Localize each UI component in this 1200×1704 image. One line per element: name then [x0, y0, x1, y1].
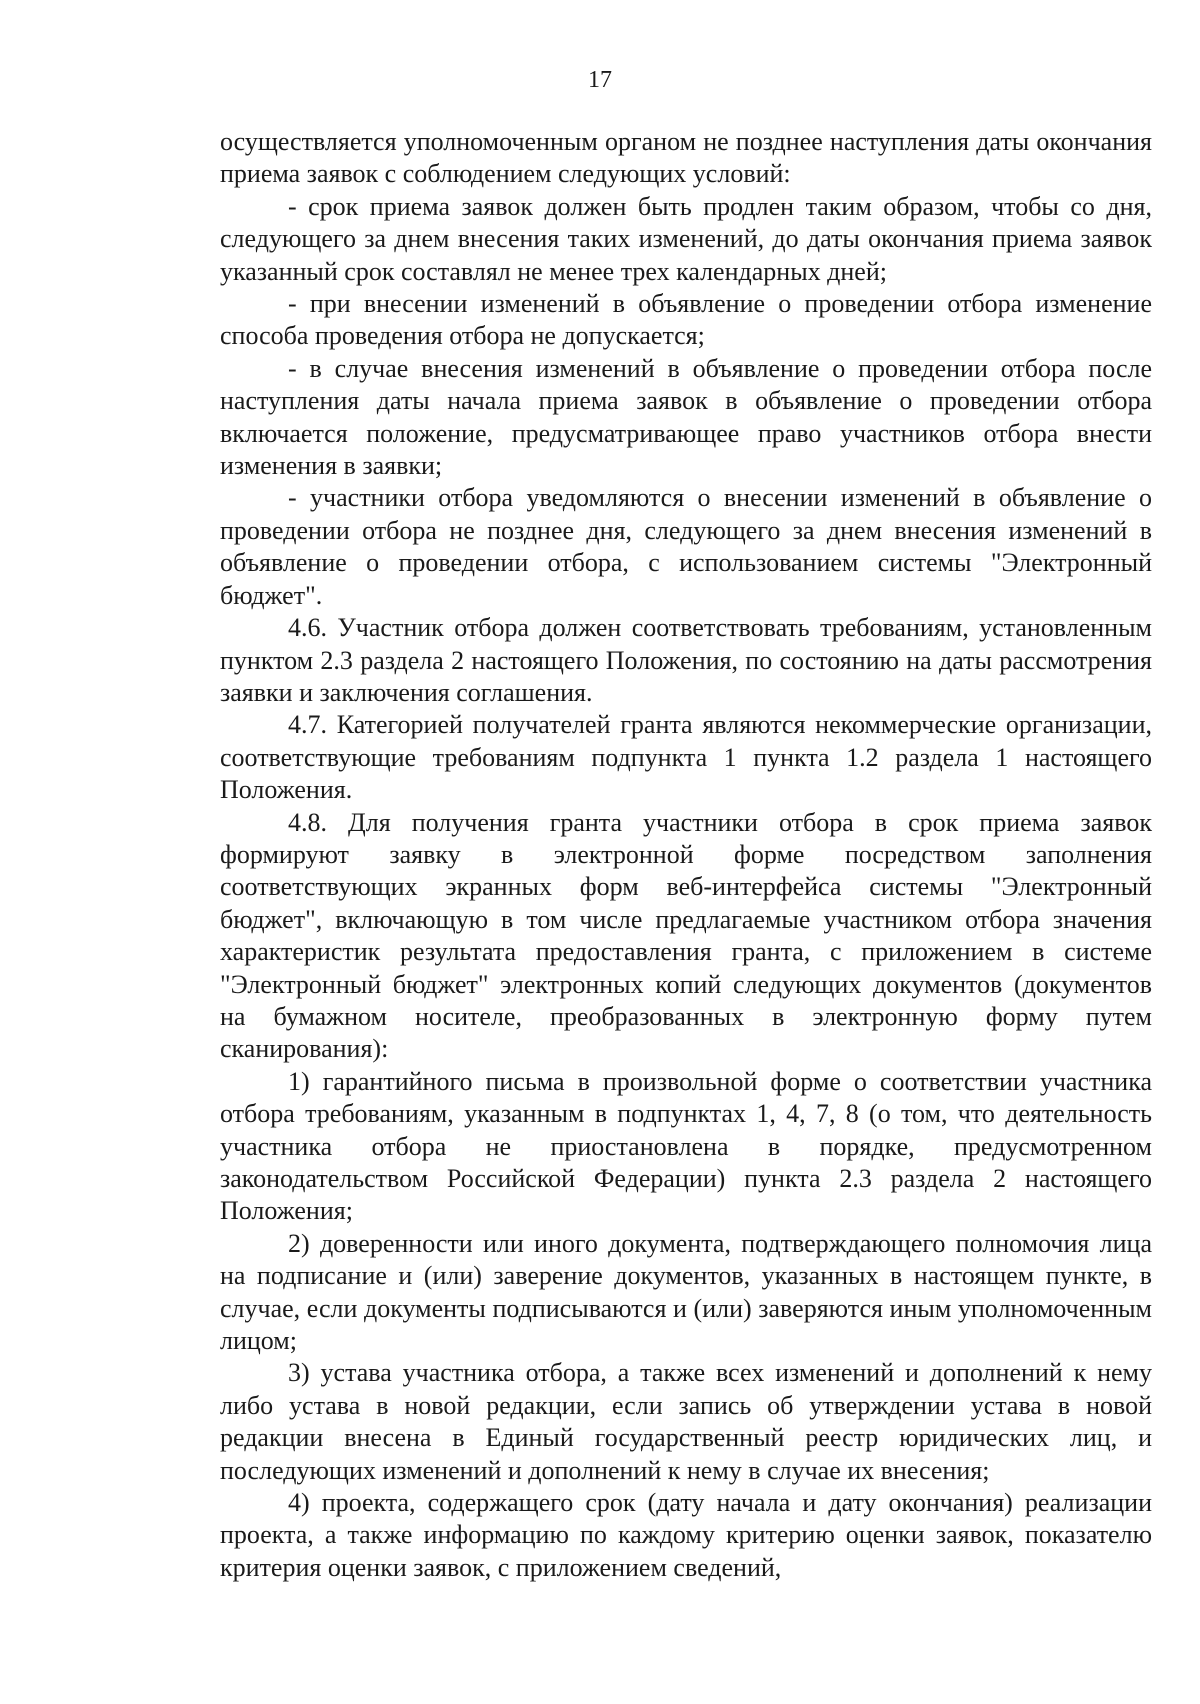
page-number: 17 [588, 67, 612, 93]
list-item-1: 1) гарантийного письма в произвольной форме о соответствии участника отбора требованиям, указанным в подпунктах 1, 4, 7, 8 (о том, что деятельность участника отбора не приостановлена в порядке, предусмотренном законодательством Российской Федерации) пункта 2.3 раздела 2 настоящего Положения; [220, 1066, 1152, 1226]
document-body [220, 126, 1152, 1584]
paragraph-participant-notification: - участники отбора уведомляются о внесении изменений в объявление о проведении отбора не позднее дня, следующего за днем внесения изменений в объявление о проведении отбора, с использованием системы "Электронный бюджет". [220, 483, 1152, 610]
paragraph-continuation: осуществляется уполномоченным органом не позднее наступления даты окончания приема заявок с соблюдением следующих условий: [220, 127, 1152, 189]
paragraph-method-change: - при внесении изменений в объявление о проведении отбора изменение способа проведения отбора не допускается; [220, 289, 1152, 351]
paragraph-4-8: 4.8. Для получения гранта участники отбора в срок приема заявок формируют заявку в электронной форме посредством заполнения соответствующих экранных форм веб-интерфейса системы "Электронный бюджет", включающую в том числе предлагаемые участником отбора значения характеристик результата предоставления гранта, с приложением в системе "Электронный бюджет" электронных копий следующих документов (документов на бумажном носителе, преобразованных в электронную форму путем сканирования): [220, 807, 1152, 1064]
list-item-4: 4) проекта, содержащего срок (дату начала и дату окончания) реализации проекта, а также информацию по каждому критерию оценки заявок, показателю критерия оценки заявок, с приложением сведений, [220, 1488, 1152, 1582]
list-item-3: 3) устава участника отбора, а также всех изменений и дополнений к нему либо устава в новой редакции, если запись об утверждении устава в новой редакции внесена в Единый государственный реестр юридических лиц, и последующих изменений и дополнений к нему в случае их внесения; [220, 1358, 1152, 1485]
paragraph-4-6: 4.6. Участник отбора должен соответствовать требованиям, установленным пунктом 2.3 раздела 2 настоящего Положения, по состоянию на даты рассмотрения заявки и заключения соглашения. [220, 613, 1152, 707]
paragraph-4-7: 4.7. Категорией получателей гранта являются некоммерческие организации, соответствующие требованиям подпункта 1 пункта 1.2 раздела 1 настоящего Положения. [220, 710, 1152, 805]
list-item-2: 2) доверенности или иного документа, подтверждающего полномочия лица на подписание и (или) заверение документов, указанных в настоящем пункте, в случае, если документы подписываются и (или) заверяются иным уполномоченным лицом; [220, 1228, 1152, 1356]
paragraph-application-changes: - в случае внесения изменений в объявление о проведении отбора после наступления даты начала приема заявок в объявление о проведении отбора включается положение, предусматривающее право участников отбора внести изменения в заявки; [220, 353, 1152, 481]
paragraph-deadline-extension: - срок приема заявок должен быть продлен таким образом, чтобы со дня, следующего за днем внесения таких изменений, до даты окончания приема заявок указанный срок составлял не менее трех календарных дней; [220, 191, 1152, 286]
